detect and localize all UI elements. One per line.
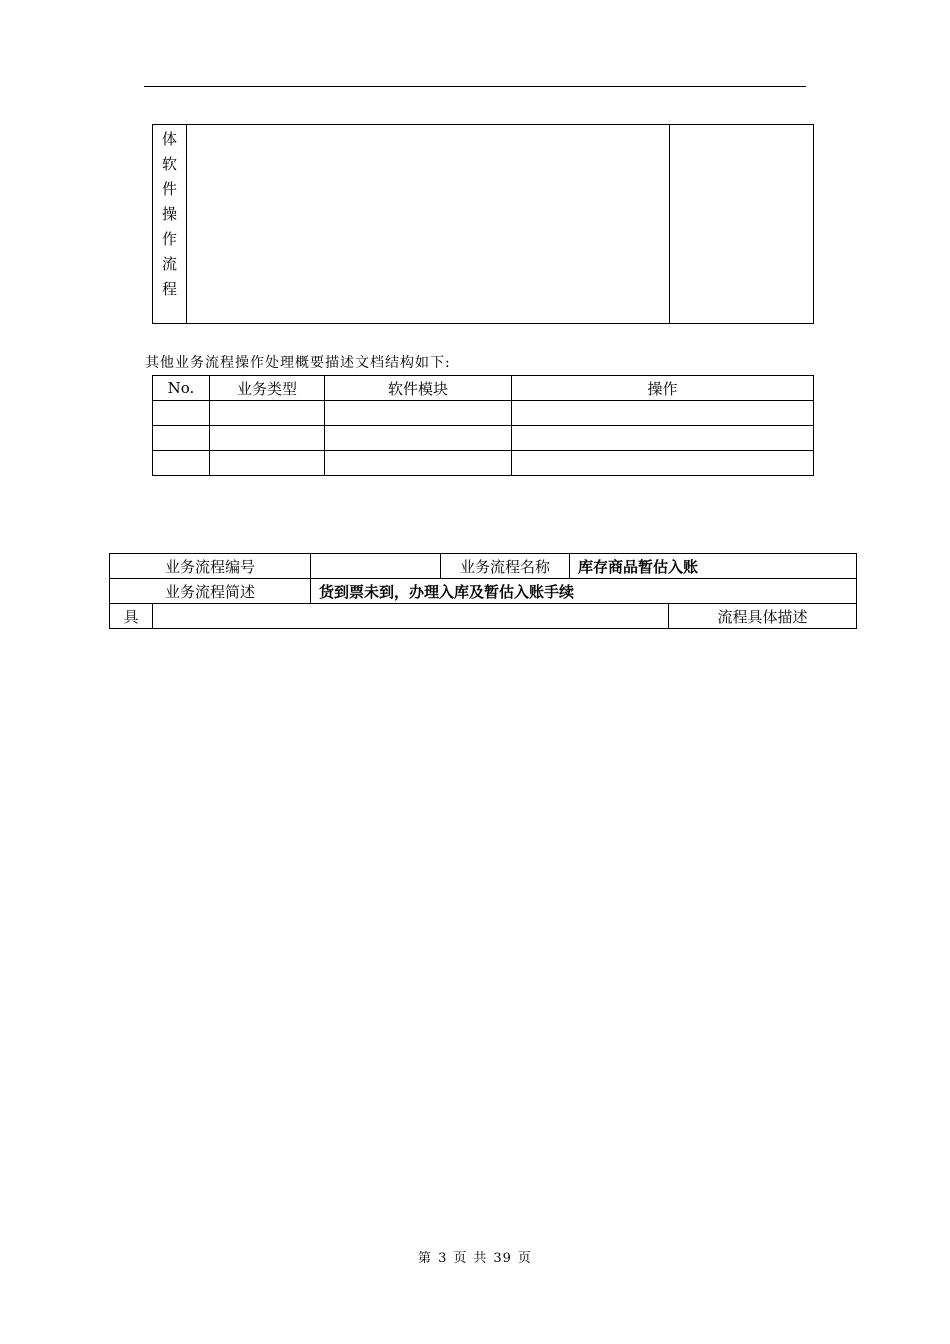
table-cell bbox=[210, 426, 325, 451]
footer-prefix: 第 bbox=[418, 1251, 433, 1266]
process-info-table bbox=[109, 553, 857, 629]
footer-page-word: 页 bbox=[453, 1251, 468, 1266]
table-cell bbox=[210, 401, 325, 426]
structure-table bbox=[152, 375, 814, 476]
detail-label: 流程具体描述 bbox=[669, 604, 857, 629]
vertical-char: 软 bbox=[161, 155, 177, 173]
header-software-module: 软件模块 bbox=[325, 376, 512, 401]
structure-caption: 其他业务流程操作处理概要描述文档结构如下: bbox=[145, 355, 451, 371]
header-rule bbox=[144, 86, 806, 87]
process-name-value: 库存商品暂估入账 bbox=[570, 554, 857, 579]
footer-total-prefix: 共 bbox=[473, 1251, 488, 1266]
process-table-top bbox=[152, 124, 814, 324]
detail-content-cell bbox=[153, 604, 669, 629]
vertical-char: 程 bbox=[161, 280, 177, 298]
table-cell bbox=[512, 426, 814, 451]
header-no: No. bbox=[153, 376, 210, 401]
table-cell bbox=[325, 401, 512, 426]
table-cell bbox=[153, 451, 210, 476]
summary-value: 货到票未到，办理入库及暂估入账手续 bbox=[311, 579, 857, 604]
table-row bbox=[153, 426, 814, 451]
table-cell bbox=[512, 401, 814, 426]
side-label: 具 bbox=[110, 604, 153, 629]
table-row bbox=[110, 604, 857, 629]
process-name-label: 业务流程名称 bbox=[441, 554, 570, 579]
table-cell bbox=[210, 451, 325, 476]
vertical-char: 体 bbox=[161, 130, 177, 148]
vertical-char: 件 bbox=[161, 180, 177, 198]
vertical-char: 操 bbox=[161, 205, 177, 223]
table-cell bbox=[512, 451, 814, 476]
table-row bbox=[110, 579, 857, 604]
footer-suffix: 页 bbox=[517, 1251, 532, 1266]
summary-label: 业务流程简述 bbox=[110, 579, 311, 604]
table-row bbox=[153, 401, 814, 426]
vertical-char: 作 bbox=[161, 230, 177, 248]
footer-total-pages: 39 bbox=[493, 1251, 512, 1266]
process-no-value bbox=[311, 554, 441, 579]
side-cell bbox=[670, 125, 814, 324]
table-cell bbox=[325, 426, 512, 451]
header-business-type: 业务类型 bbox=[210, 376, 325, 401]
footer-page-number: 3 bbox=[438, 1251, 448, 1266]
table-cell bbox=[153, 401, 210, 426]
header-operation: 操作 bbox=[512, 376, 814, 401]
table-row bbox=[110, 554, 857, 579]
vertical-label-cell bbox=[153, 125, 187, 324]
page-footer bbox=[0, 1247, 950, 1266]
table-row bbox=[153, 451, 814, 476]
table-cell bbox=[153, 426, 210, 451]
process-no-label: 业务流程编号 bbox=[110, 554, 311, 579]
content-cell bbox=[187, 125, 670, 324]
vertical-char: 流 bbox=[161, 255, 177, 273]
table-header-row bbox=[153, 376, 814, 401]
table-cell bbox=[325, 451, 512, 476]
